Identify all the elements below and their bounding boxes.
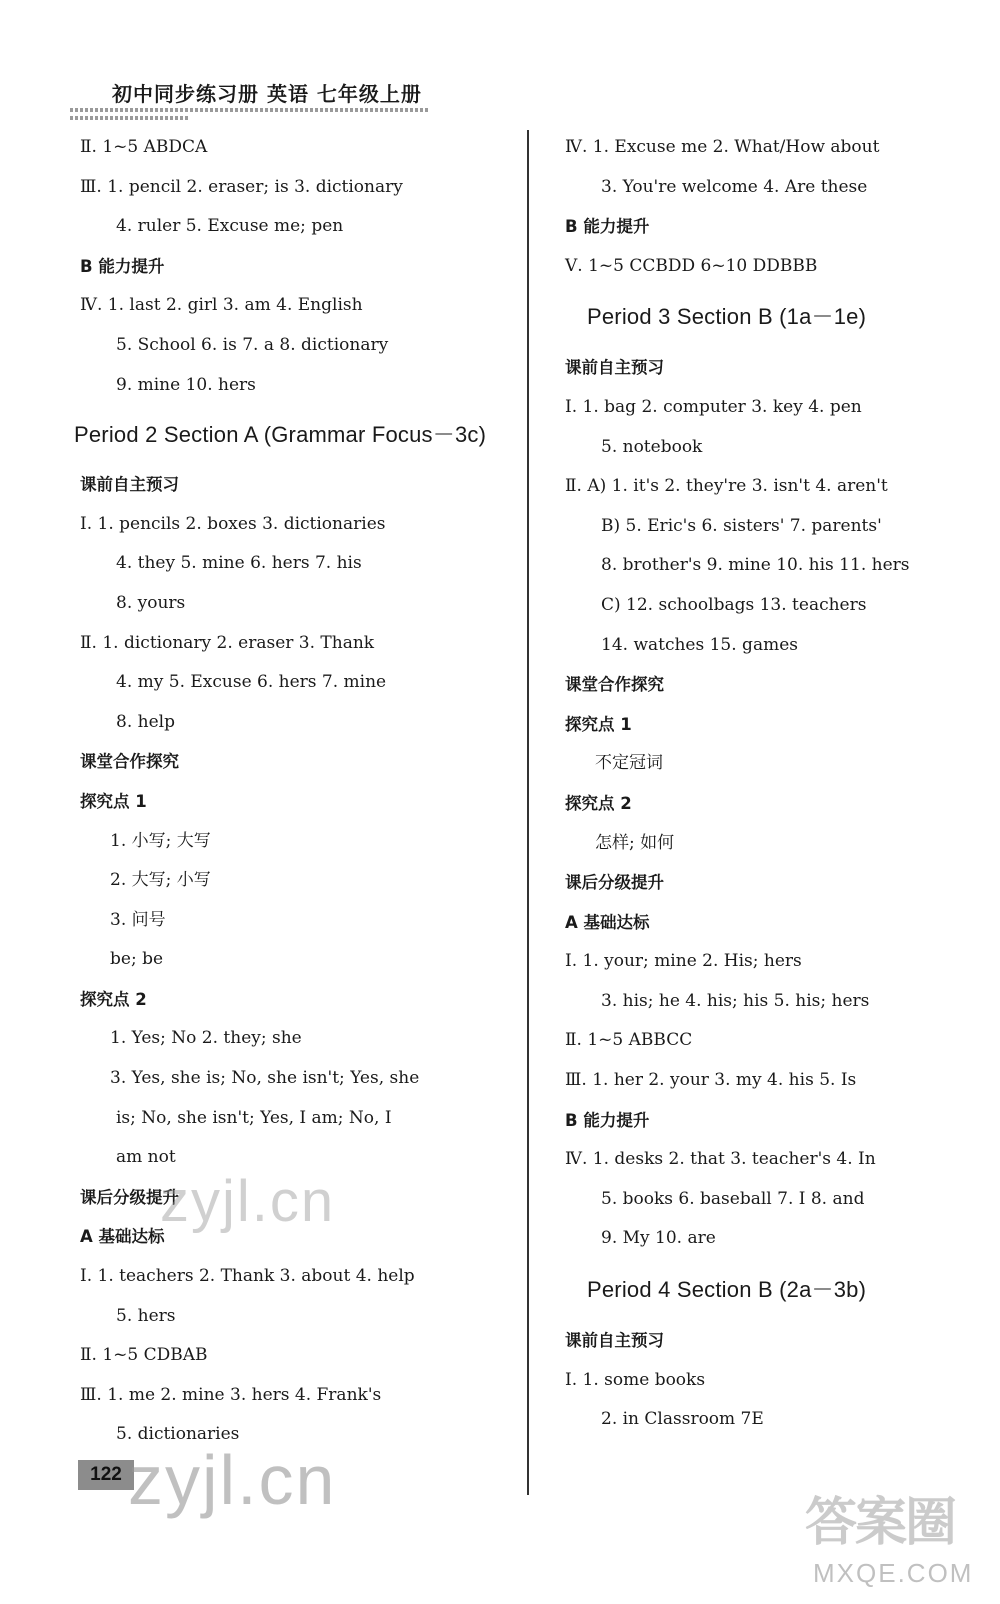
page-header (70, 78, 450, 122)
answer-line: 5. notebook (601, 436, 703, 457)
section-heading: B 能力提升 (565, 217, 650, 237)
answer-line: 3. You're welcome 4. Are these (601, 176, 868, 197)
period-title: Period 3 Section B (1a－1e) (587, 304, 867, 330)
left-column (74, 128, 510, 1455)
answer-line: Ⅲ. 1. pencil 2. eraser; is 3. dictionary (80, 176, 403, 197)
answer-line: Ⅱ. 1~5 CDBAB (80, 1345, 208, 1366)
answer-line: 8. yours (116, 592, 186, 613)
section-heading: 课堂合作探究 (565, 675, 664, 695)
answer-line: 5. books 6. baseball 7. I 8. and (601, 1188, 865, 1209)
answer-line: am not (116, 1147, 176, 1168)
answer-line: 不定冠词 (595, 753, 663, 774)
answer-line: 5. School 6. is 7. a 8. dictionary (116, 334, 389, 355)
answer-line: 4. ruler 5. Excuse me; pen (116, 216, 344, 237)
section-heading: 课堂合作探究 (80, 752, 179, 772)
section-heading: 探究点 2 (565, 793, 632, 813)
section-heading: 探究点 2 (80, 989, 147, 1009)
section-heading: B 能力提升 (565, 1110, 650, 1130)
answer-line: 5. dictionaries (116, 1424, 240, 1445)
book-title: 初中同步练习册 英语 七年级上册 (112, 82, 422, 106)
answer-line: Ⅱ. 1~5 ABDCA (80, 137, 208, 157)
answer-line: Ⅴ. 1~5 CCBDD 6~10 DDBBB (565, 255, 818, 276)
answer-line: is; No, she isn't; Yes, I am; No, I (116, 1107, 392, 1128)
answer-line: 9. mine 10. hers (116, 374, 256, 395)
section-heading: 课前自主预习 (80, 475, 179, 495)
answer-line: 3. 问号 (110, 909, 166, 930)
section-heading: B 能力提升 (80, 256, 165, 276)
answer-line: Ⅳ. 1. Excuse me 2. What/How about (565, 137, 880, 157)
answer-line: Ⅰ. 1. some books (565, 1369, 706, 1390)
section-heading: A 基础达标 (565, 912, 650, 932)
mxqe-logo: 答案圈 MXQE.COM (805, 1493, 974, 1588)
answer-line: Ⅰ. 1. your; mine 2. His; hers (565, 951, 802, 972)
period-title: Period 2 Section A (Grammar Focus－3c) (74, 422, 487, 448)
section-heading: 课后分级提升 (565, 873, 664, 893)
answer-line: 4. they 5. mine 6. hers 7. his (116, 553, 362, 574)
answer-line: 怎样; 如何 (595, 832, 675, 853)
answer-line: 9. My 10. are (601, 1228, 716, 1249)
column-divider (527, 130, 529, 1495)
section-heading: 课前自主预习 (565, 1331, 664, 1351)
answer-line: 1. Yes; No 2. they; she (110, 1028, 302, 1049)
answer-line: 8. brother's 9. mine 10. his 11. hers (601, 555, 910, 576)
section-heading: 课前自主预习 (565, 358, 664, 378)
answer-line: 2. in Classroom 7E (601, 1409, 764, 1430)
section-heading: 探究点 1 (80, 791, 147, 811)
answer-line: Ⅰ. 1. bag 2. computer 3. key 4. pen (565, 396, 862, 417)
answer-line: Ⅲ. 1. her 2. your 3. my 4. his 5. Is (565, 1070, 857, 1091)
answer-line: Ⅱ. 1. dictionary 2. eraser 3. Thank (80, 632, 375, 653)
answer-line: 8. help (116, 711, 175, 732)
answer-line: Ⅱ. 1~5 ABBCC (565, 1030, 693, 1051)
answer-line: Ⅳ. 1. last 2. girl 3. am 4. English (80, 295, 363, 316)
answer-line: Ⅲ. 1. me 2. mine 3. hers 4. Frank's (80, 1384, 382, 1405)
answer-line: 4. my 5. Excuse 6. hers 7. mine (116, 672, 387, 693)
answer-line: 3. his; he 4. his; his 5. his; hers (601, 990, 870, 1011)
answer-line: be; be (110, 949, 164, 970)
answer-line: Ⅱ. A) 1. it's 2. they're 3. isn't 4. aren't (565, 476, 888, 497)
answer-line: 3. Yes, she is; No, she isn't; Yes, she (110, 1068, 420, 1089)
section-heading: 探究点 1 (565, 714, 632, 734)
answer-line: 1. 小写; 大写 (110, 830, 211, 851)
watermark-zyjl-bottom: zyjl.cn (128, 1441, 337, 1519)
period-title: Period 4 Section B (2a－3b) (587, 1277, 867, 1303)
header-rule-short (70, 116, 190, 120)
watermark-zyjl: zyjl.cn (160, 1169, 336, 1234)
answer-line: C) 12. schoolbags 13. teachers (601, 594, 867, 615)
answer-line: Ⅰ. 1. teachers 2. Thank 3. about 4. help (80, 1266, 415, 1287)
answer-line: 5. hers (116, 1305, 176, 1326)
right-column (565, 128, 975, 1440)
answer-line: B) 5. Eric's 6. sisters' 7. parents' (601, 515, 882, 536)
answer-line: Ⅰ. 1. pencils 2. boxes 3. dictionaries (80, 513, 386, 534)
header-rule (70, 108, 430, 112)
answer-line: 2. 大写; 小写 (110, 870, 211, 891)
section-heading: 课后分级提升 (80, 1187, 179, 1207)
page-number: 122 (78, 1460, 134, 1490)
answer-line: Ⅳ. 1. desks 2. that 3. teacher's 4. In (565, 1149, 876, 1170)
section-heading: A 基础达标 (80, 1227, 165, 1247)
answer-line: 14. watches 15. games (601, 634, 798, 655)
